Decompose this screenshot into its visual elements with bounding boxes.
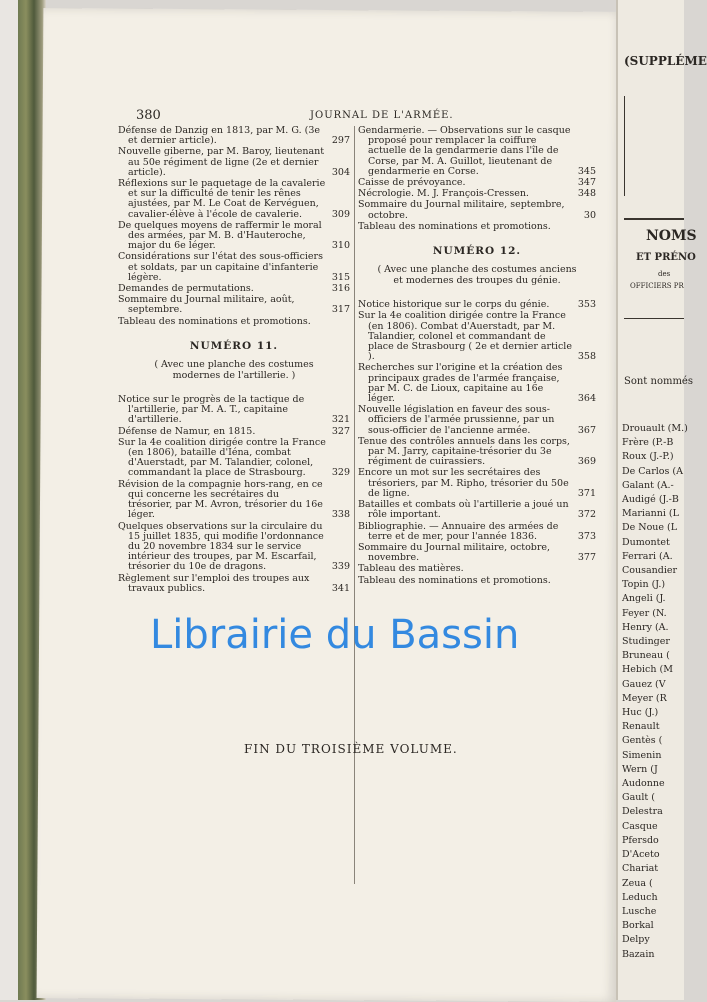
toc-entry-text: Défense de Danzig en 1813, par M. G. (3e et dernier article). — [118, 125, 320, 147]
toc-entry-page: 345 — [577, 165, 596, 177]
toc-entry — [118, 395, 350, 426]
officer-name: Chariat — [622, 863, 659, 875]
column-divider — [354, 126, 355, 884]
toc-entry — [358, 576, 596, 586]
toc-entry-text: Sommaire du Journal militaire, août, septembre. — [118, 294, 295, 316]
officer-name: Studinger — [622, 636, 670, 648]
officer-name: De Noue (L — [622, 522, 678, 534]
toc-entry-text: Demandes de permutations. — [118, 283, 254, 295]
officer-name: Simenin — [622, 749, 662, 761]
watermark-text: Librairie du Bassin — [150, 612, 520, 658]
officer-name: Dumontet — [622, 536, 670, 548]
right-page-names-list — [622, 422, 688, 962]
right-entries-list — [358, 126, 596, 232]
toc-entry-page: 315 — [331, 271, 350, 283]
toc-entry — [358, 300, 596, 310]
officer-name: D'Aceto — [622, 849, 660, 861]
toc-entry — [358, 405, 596, 436]
toc-entry — [358, 522, 596, 542]
toc-entry — [118, 317, 350, 327]
officer-name: Galant (A.- — [622, 479, 674, 491]
toc-entry-text: Notice historique sur le corps du génie. — [358, 299, 550, 311]
toc-entry — [118, 221, 350, 252]
right-page-officiers: OFFICIERS PR — [630, 282, 684, 290]
toc-entry — [118, 522, 350, 573]
toc-entry-page: 353 — [577, 299, 596, 311]
left-entries-list-2 — [118, 395, 350, 594]
toc-entry-text: Nouvelle législation en faveur des sous-officiers de l'armée prussienne, par un sous-officier de l'ancienne armée. — [358, 404, 555, 436]
officer-name: Zeua ( — [622, 877, 653, 889]
toc-entry-text: Réflexions sur le paquetage de la cavalerie et sur la difficulté de tenir les rênes ajustées, par M. Le Coat de Kervéguen, cavalier-élève à l'école de cavalerie. — [118, 178, 326, 220]
section-title-numero-11: NUMÉRO 11. — [189, 339, 279, 352]
toc-entry-page: 339 — [331, 561, 350, 573]
section-note-numero-11: ( Avec une planche des costumes modernes de l'artillerie. ) — [154, 359, 314, 382]
page-number: 380 — [136, 108, 161, 123]
toc-entry — [358, 189, 596, 199]
right-page-supplement: (SUPPLÉME — [624, 54, 707, 68]
toc-entry — [118, 427, 350, 437]
toc-entry-page: 367 — [577, 424, 596, 436]
officer-name: Marianni (L — [622, 508, 679, 520]
right-page-rule-mid — [624, 318, 684, 319]
toc-entry-text: Sommaire du Journal militaire, septembre, octobre. — [358, 199, 565, 221]
officer-name: Hebich (M — [622, 664, 673, 676]
toc-entry-text: Batailles et combats où l'artillerie a joué un rôle important. — [358, 499, 569, 521]
toc-entry-text: Révision de la compagnie hors-rang, en ce qui concerne les secrétaires du trésorier, par M. Avron, trésorier du 16e léger. — [118, 478, 323, 521]
toc-entry-text: Considérations sur l'état des sous-officiers et soldats, par un capitaine d'infanterie légère. — [118, 251, 323, 283]
toc-entry-page: 338 — [331, 509, 350, 521]
officer-name: De Carlos (A — [622, 465, 683, 477]
toc-entry-page: 372 — [577, 509, 596, 521]
toc-entry — [118, 126, 350, 146]
right-page-sont-nommes: Sont nommés — [624, 376, 693, 387]
running-title: JOURNAL DE L'ARMÉE. — [310, 110, 454, 121]
toc-entry-text: De quelques moyens de raffermir le moral des armées, par M. B. d'Hauteroche, major du 6e léger. — [118, 219, 322, 252]
toc-entry-page: 327 — [331, 425, 350, 437]
toc-entry — [118, 574, 350, 594]
toc-entry-page: 316 — [331, 283, 350, 295]
officer-name: Roux (J.-P.) — [622, 451, 674, 463]
officer-name: Wern (J — [622, 763, 658, 775]
toc-entry — [358, 178, 596, 188]
toc-entry — [358, 468, 596, 499]
toc-entry-text: Sur la 4e coalition dirigée contre la France (en 1806). Combat d'Auerstadt, par M. Talandier, colonel et commandant de place de Strasbourg ( 2e et dernier article ). — [358, 310, 572, 363]
toc-entry — [118, 284, 350, 294]
toc-entry-text: Sommaire du Journal militaire, octobre, novembre. — [358, 541, 551, 564]
officer-name: Gault ( — [622, 792, 655, 804]
toc-entry — [358, 564, 596, 574]
toc-entry-text: Tableau des nominations et promotions. — [358, 220, 551, 232]
toc-entry-page: 373 — [577, 530, 596, 542]
toc-entry — [118, 295, 350, 315]
officer-name: Gentès ( — [622, 735, 663, 747]
toc-entry-page: 377 — [577, 552, 596, 564]
toc-entry-page: 369 — [577, 456, 596, 468]
toc-entry — [118, 252, 350, 283]
officer-name: Frère (P.-B — [622, 437, 674, 449]
officer-name: Bruneau ( — [622, 650, 670, 662]
toc-entry-text: Caisse de prévoyance. — [358, 177, 466, 189]
toc-entry — [358, 500, 596, 520]
right-entries-list-2 — [358, 300, 596, 585]
right-page — [616, 0, 707, 1000]
toc-entry-text: Tableau des nominations et promotions. — [118, 315, 311, 327]
officer-name: Renault — [622, 721, 660, 733]
officer-name: Bazain — [622, 948, 655, 960]
officer-name: Delpy — [622, 934, 650, 946]
end-of-volume-text: FIN DU TROISIÈME VOLUME. — [244, 742, 458, 756]
toc-entry — [118, 179, 350, 220]
officer-name: Audigé (J.-B — [622, 494, 679, 506]
toc-entry — [358, 126, 596, 177]
toc-entry — [358, 363, 596, 404]
officer-name: Gauez (V — [622, 678, 666, 690]
toc-entry — [118, 147, 350, 178]
toc-entry-page: 347 — [577, 177, 596, 189]
right-page-noms: NOMS — [646, 228, 697, 244]
officer-name: Feyer (N. — [622, 607, 667, 619]
officer-name: Topin (J.) — [622, 579, 666, 591]
toc-entry — [358, 311, 596, 362]
toc-entry-page: 309 — [331, 208, 350, 220]
toc-entry-page: 297 — [331, 135, 350, 147]
toc-entry-page: 310 — [331, 240, 350, 252]
toc-entry-text: Tableau des matières. — [358, 563, 464, 575]
toc-entry-text: Notice sur le progrès de la tactique de l'artillerie, par M. A. T., capitaine d'artillerie. — [118, 394, 305, 426]
toc-entry-text: Tenue des contrôles annuels dans les corps, par M. Jarry, capitaine-trésorier du 3e régiment de cuirassiers. — [358, 435, 570, 468]
officer-name: Henry (A. — [622, 621, 669, 633]
officer-name: Cousandier — [622, 565, 678, 577]
right-page-des: des — [658, 270, 671, 278]
officer-name: Audonne — [622, 778, 665, 790]
toc-entry-text: Bibliographie. — Annuaire des armées de terre et de mer, pour l'année 1836. — [358, 520, 559, 542]
toc-entry-page: 30 — [583, 209, 596, 221]
toc-entry-page: 317 — [331, 304, 350, 316]
toc-entry — [358, 543, 596, 563]
toc-entry-page: 348 — [577, 188, 596, 200]
toc-entry-page: 358 — [577, 351, 596, 363]
toc-entry-text: Sur la 4e coalition dirigée contre la France (en 1806), bataille d'Iéna, combat d'Auerstadt, par M. Talandier, colonel, commandant la place de Strasbourg. — [118, 436, 326, 479]
officer-name: Lusche — [622, 905, 657, 917]
left-entries-list — [118, 126, 350, 327]
section-note-numero-12: ( Avec une planche des costumes anciens et modernes des troupes du génie. — [377, 264, 577, 287]
toc-entry-text: Recherches sur l'origine et la création des principaux grades de l'armée française, par M. C. de Lioux, capitaine au 16e léger. — [358, 362, 563, 405]
toc-entry-text: Nécrologie. M. J. François-Cressen. — [358, 188, 529, 200]
officer-name: Meyer (R — [622, 692, 667, 704]
right-column — [358, 126, 596, 587]
toc-entry-text: Tableau des nominations et promotions. — [358, 574, 551, 586]
officer-name: Drouault (M.) — [622, 423, 688, 434]
officer-name: Angeli (J. — [622, 593, 666, 605]
toc-entry-text: Règlement sur l'emploi des troupes aux travaux publics. — [118, 572, 310, 594]
toc-entry-text: Défense de Namur, en 1815. — [118, 425, 256, 437]
right-page-et-prenoms: ET PRÉNO — [636, 252, 696, 263]
officer-name: Ferrari (A. — [622, 550, 673, 562]
officer-name: Pfersdo — [622, 834, 659, 846]
toc-entry-page: 341 — [331, 582, 350, 594]
toc-entry — [358, 437, 596, 468]
toc-entry — [358, 222, 596, 232]
officer-name: Borkal — [622, 920, 654, 932]
officer-name: Casque — [622, 820, 658, 832]
toc-entry-page: 321 — [331, 414, 350, 426]
toc-entry-text: Gendarmerie. — Observations sur le casque proposé pour remplacer la coiffure actuelle de la gendarmerie dans l'île de Corse, par M. A. Guillot, lieutenant de gendarmerie en Corse. — [358, 125, 571, 177]
right-page-rule-top — [624, 218, 684, 220]
officer-name: Leduch — [622, 891, 658, 903]
officer-name: Huc (J.) — [622, 707, 659, 719]
section-title-numero-12: NUMÉRO 12. — [432, 245, 522, 258]
toc-entry — [118, 438, 350, 479]
toc-entry — [118, 480, 350, 521]
toc-entry-page: 364 — [577, 393, 596, 405]
toc-entry-text: Encore un mot sur les secrétaires des trésoriers, par M. Ripho, trésorier du 50e de ligne. — [358, 467, 569, 499]
left-column — [118, 126, 350, 595]
right-page-rule — [624, 96, 625, 196]
toc-entry-text: Quelques observations sur la circulaire du 15 juillet 1835, qui modifie l'ordonnance du 20 novembre 1834 sur le service intérieur des troupes, par M. Escarfail, trésorier du 10e de dragons. — [118, 520, 324, 573]
officer-name: Delestra — [622, 806, 663, 818]
toc-entry-page: 371 — [577, 487, 596, 499]
toc-entry-page: 304 — [331, 166, 350, 178]
toc-entry-page: 329 — [331, 467, 350, 479]
toc-entry — [358, 200, 596, 220]
toc-entry-text: Nouvelle giberne, par M. Baroy, lieutenant au 50e régiment de ligne (2e et dernier article). — [118, 146, 325, 178]
